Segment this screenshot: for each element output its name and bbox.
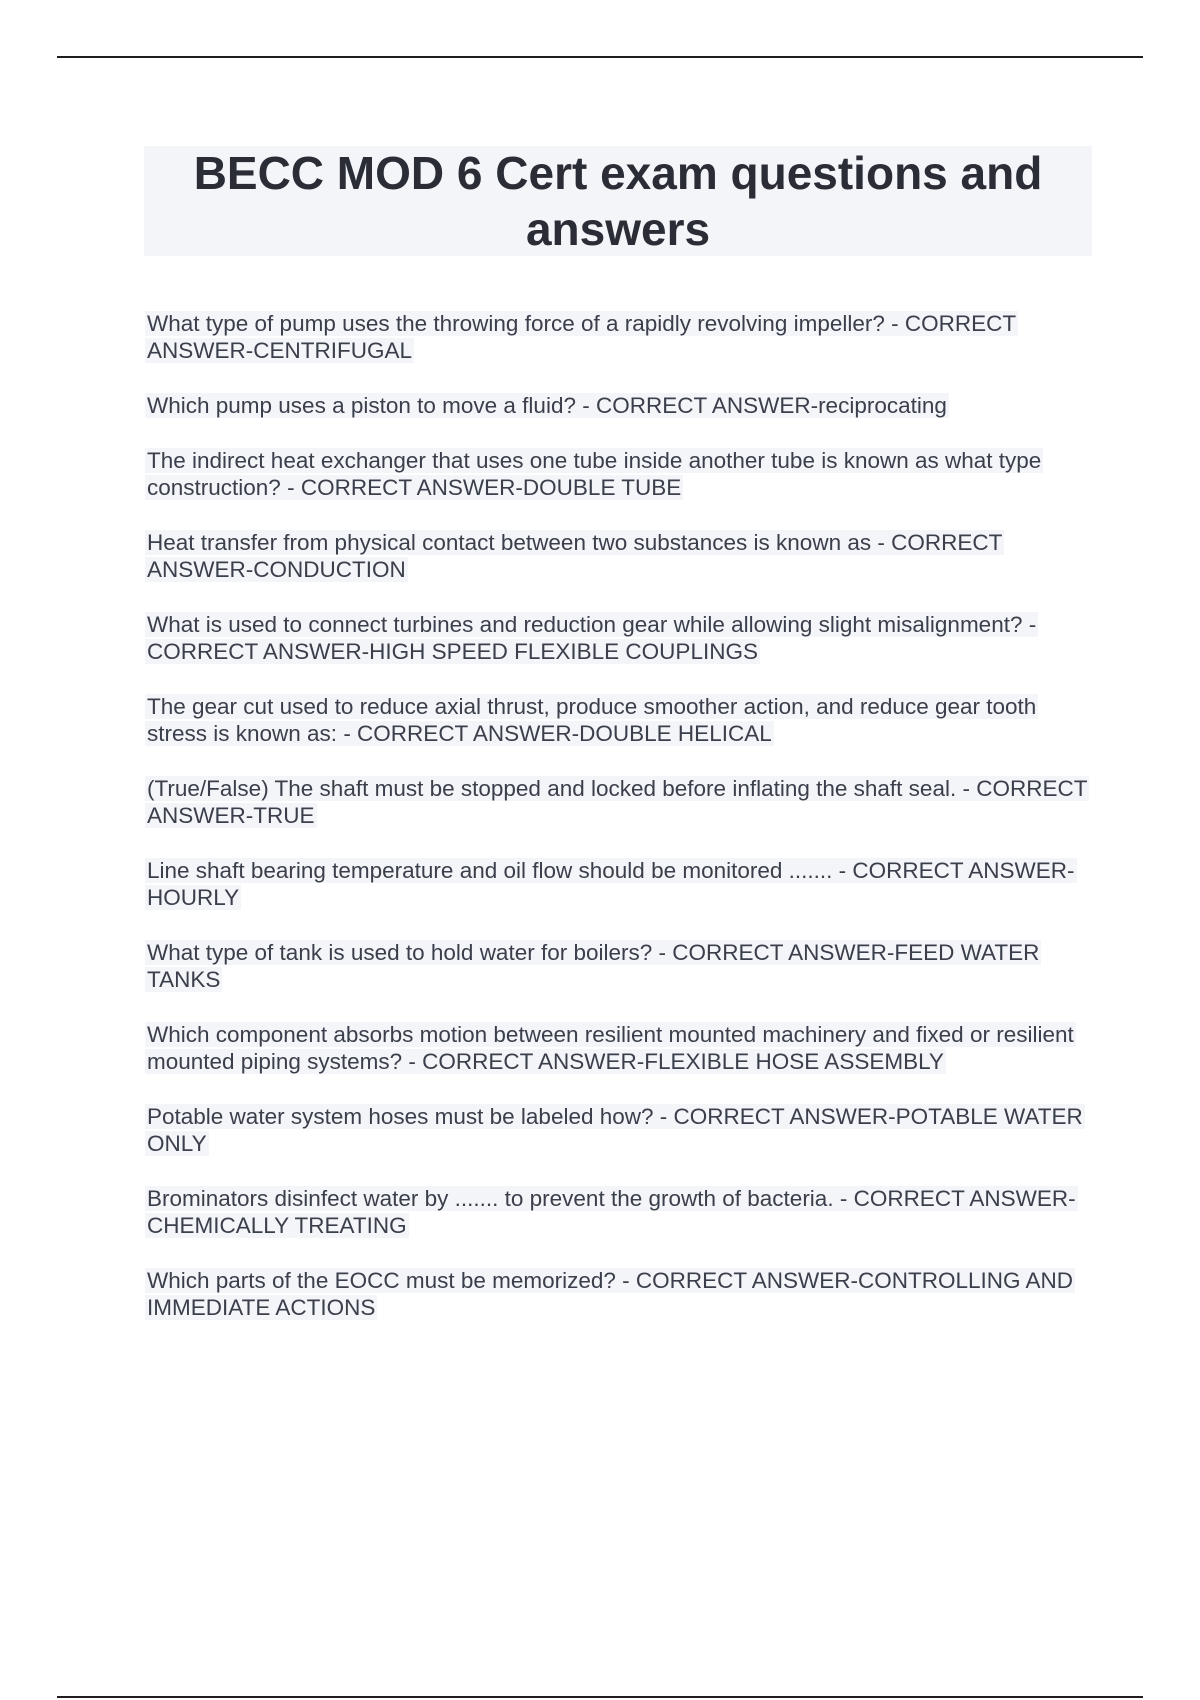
document-title: BECC MOD 6 Cert exam questions and answers: [193, 147, 1043, 255]
qa-text: What type of pump uses the throwing force of a rapidly revolving impeller? - CORRECT ANSWER-CENTRIFUGAL: [147, 311, 1017, 363]
qa-text: The gear cut used to reduce axial thrust, produce smoother action, and reduce gear tooth stress is known as: - CORRECT ANSWER-DOUBLE HELICAL: [147, 694, 1037, 746]
qa-item-12: [145, 1185, 1090, 1239]
top-divider: [57, 56, 1143, 58]
qa-text: What is used to connect turbines and reduction gear while allowing slight misalignment? - CORRECT ANSWER-HIGH SPEED FLEXIBLE COUPLINGS: [147, 612, 1037, 664]
qa-item-9: [145, 939, 1090, 993]
qa-text: Which parts of the EOCC must be memorized? - CORRECT ANSWER-CONTROLLING AND IMMEDIATE ACTIONS: [147, 1268, 1074, 1320]
qa-text: Which pump uses a piston to move a fluid? - CORRECT ANSWER-reciprocating: [147, 393, 947, 418]
qa-text: Potable water system hoses must be labeled how? - CORRECT ANSWER-POTABLE WATER ONLY: [147, 1104, 1083, 1156]
qa-item-5: [145, 611, 1090, 665]
bottom-divider: [57, 1696, 1143, 1698]
qa-item-2: [145, 392, 1090, 419]
qa-text: (True/False) The shaft must be stopped and locked before inflating the shaft seal. - CORRECT ANSWER-TRUE: [147, 776, 1088, 828]
qa-item-6: [145, 693, 1090, 747]
qa-item-1: [145, 310, 1090, 364]
qa-item-7: [145, 775, 1090, 829]
qa-text: Brominators disinfect water by ....... to prevent the growth of bacteria. - CORRECT ANSWER-CHEMICALLY TREATING: [147, 1186, 1076, 1238]
qa-list: [145, 310, 1090, 1349]
qa-text: The indirect heat exchanger that uses one tube inside another tube is known as what type construction? - CORRECT ANSWER-DOUBLE TUBE: [147, 448, 1042, 500]
qa-item-13: [145, 1267, 1090, 1321]
title-block: [144, 146, 1092, 256]
qa-item-10: [145, 1021, 1090, 1075]
qa-item-8: [145, 857, 1090, 911]
qa-item-11: [145, 1103, 1090, 1157]
qa-item-4: [145, 529, 1090, 583]
qa-item-3: [145, 447, 1090, 501]
qa-text: Heat transfer from physical contact between two substances is known as - CORRECT ANSWER-CONDUCTION: [147, 530, 1003, 582]
qa-text: Line shaft bearing temperature and oil flow should be monitored ....... - CORRECT ANSWER-HOURLY: [147, 858, 1075, 910]
qa-text: What type of tank is used to hold water for boilers? - CORRECT ANSWER-FEED WATER TANKS: [147, 940, 1040, 992]
qa-text: Which component absorbs motion between resilient mounted machinery and fixed or resilient mounted piping systems? - CORRECT ANSWER-FLEXIBLE HOSE ASSEMBLY: [147, 1022, 1074, 1074]
